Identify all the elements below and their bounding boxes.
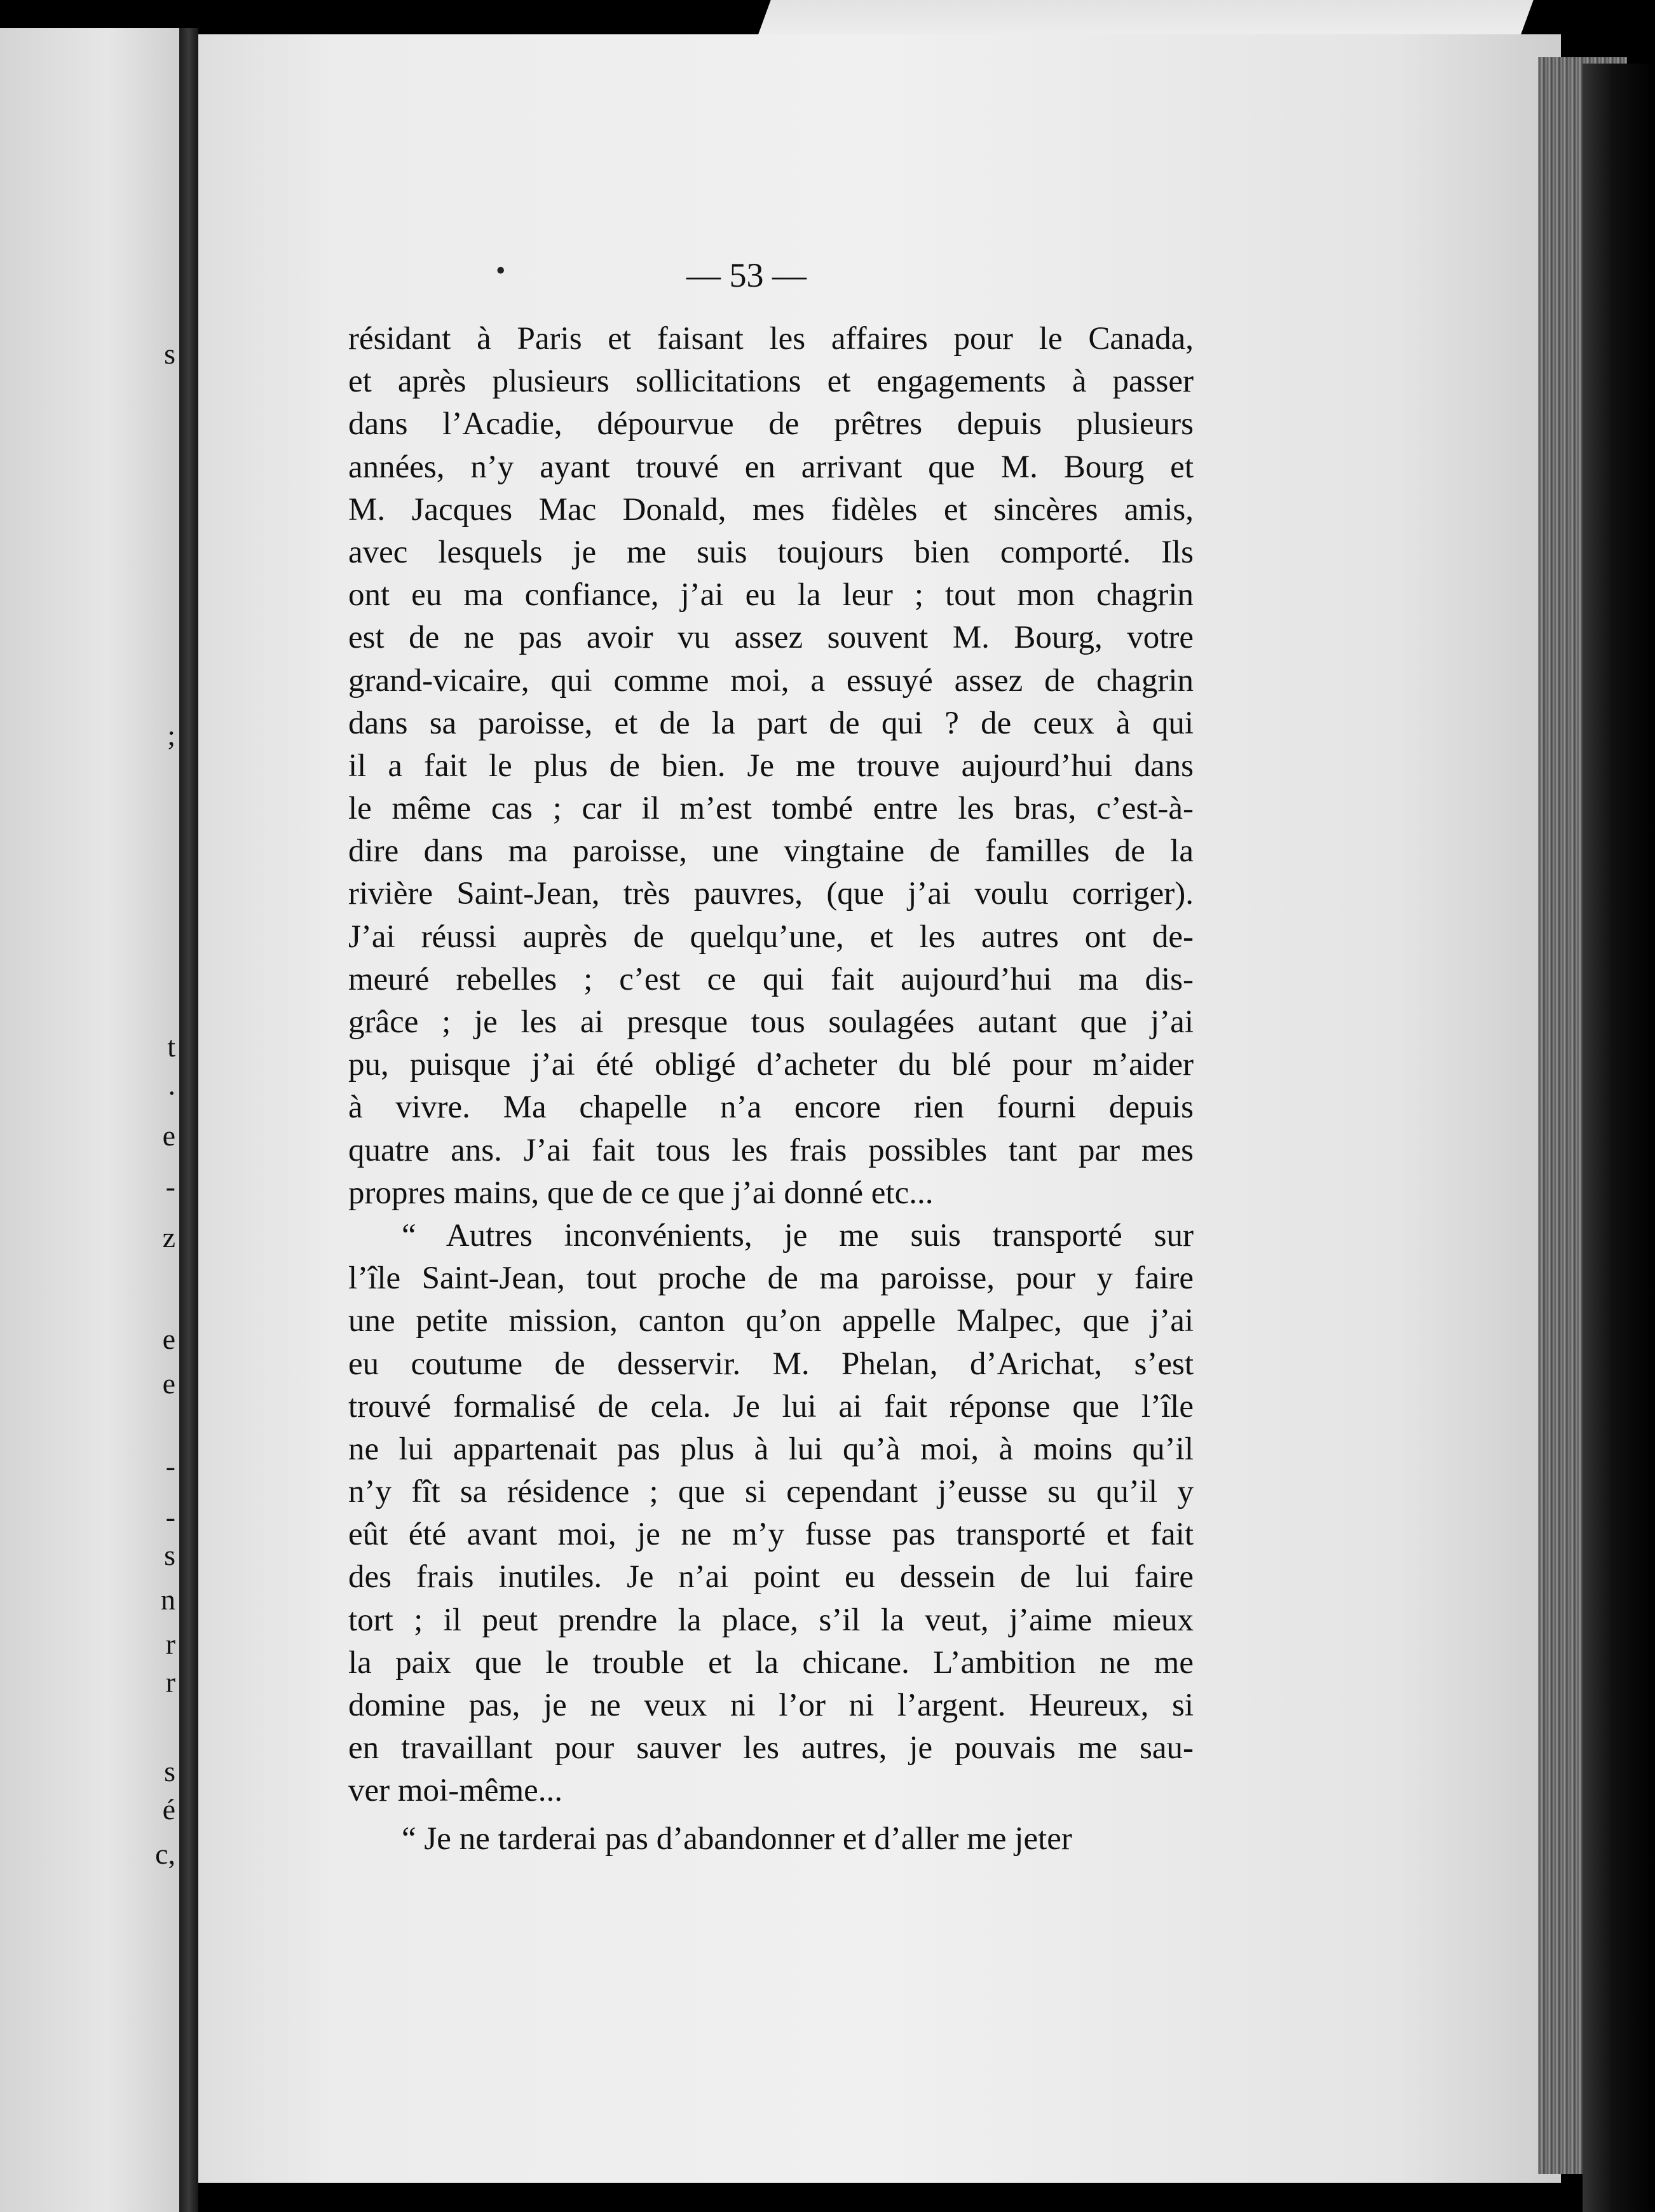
left-page-fragment: c,: [155, 1838, 175, 1870]
text-line: ont eu ma confiance, j’ai eu la leur ; tout mon chagrin: [348, 577, 1194, 613]
body-text: [348, 318, 1194, 1860]
text-line: “ Je ne tarderai pas d’abandonner et d’aller me jeter: [402, 1820, 1072, 1857]
text-line: eût été avant moi, je ne m’y fusse pas transporté et fait: [348, 1517, 1194, 1553]
text-line: années, n’y ayant trouvé en arrivant que M. Bourg et: [348, 449, 1194, 485]
left-page-fragment: e: [162, 1323, 175, 1355]
text-line: “ Autres inconvénients, je me suis transporté sur: [402, 1217, 1194, 1253]
text-line: il a fait le plus de bien. Je me trouve aujourd’hui dans: [348, 748, 1194, 784]
text-line: le même cas ; car il m’est tombé entre les bras, c’est-à-: [348, 791, 1194, 827]
text-line: dans sa paroisse, et de la part de qui ? de ceux à qui: [348, 705, 1194, 741]
left-page-edge: [0, 28, 179, 2212]
book-gutter: [179, 28, 198, 2212]
left-page-fragment: s: [164, 1755, 175, 1787]
text-line: la paix que le trouble et la chicane. L’ambition ne me: [348, 1644, 1194, 1681]
text-line: avec lesquels je me suis toujours bien comporté. Ils: [348, 534, 1194, 570]
text-line: dire dans ma paroisse, une vingtaine de familles de la: [348, 833, 1194, 870]
text-line: résidant à Paris et faisant les affaires pour le Canada,: [348, 321, 1194, 357]
text-line: n’y fît sa résidence ; que si cependant j’eusse su qu’il y: [348, 1474, 1194, 1510]
text-line: à vivre. Ma chapelle n’a encore rien fourni depuis: [348, 1089, 1194, 1126]
text-line: grâce ; je les ai presque tous soulagées autant que j’ai: [348, 1004, 1194, 1040]
left-page-fragment: n: [161, 1583, 175, 1616]
left-page-fragment: -: [165, 1450, 175, 1482]
left-page-fragment: s: [164, 338, 175, 370]
text-line: meuré rebelles ; c’est ce qui fait aujourd’hui ma dis-: [348, 961, 1194, 997]
left-page-fragment: z: [162, 1221, 175, 1253]
left-page-fragment: .: [168, 1068, 175, 1101]
left-page-fragment: s: [164, 1539, 175, 1571]
text-line: dans l’Acadie, dépourvue de prêtres depuis plusieurs: [348, 406, 1194, 442]
text-line: J’ai réussi auprès de quelqu’une, et les autres ont de-: [348, 918, 1194, 955]
text-line: trouvé formalisé de cela. Je lui ai fait réponse que l’île: [348, 1388, 1194, 1424]
book-shadow: [1583, 64, 1655, 2212]
left-page-fragment: é: [162, 1793, 175, 1826]
text-line: une petite mission, canton qu’on appelle Malpec, que j’ai: [348, 1303, 1194, 1339]
text-line: grand-vicaire, qui comme moi, a essuyé assez de chagrin: [348, 662, 1194, 699]
text-line: eu coutume de desservir. M. Phelan, d’Arichat, s’est: [348, 1346, 1194, 1382]
left-page-fragment: r: [165, 1628, 175, 1660]
left-page-fragment: e: [162, 1119, 175, 1152]
text-line: et après plusieurs sollicitations et engagements à passer: [348, 364, 1194, 400]
text-line: pu, puisque j’ai été obligé d’acheter du blé pour m’aider: [348, 1047, 1194, 1083]
left-page-fragment: -: [165, 1170, 175, 1203]
left-page-fragment: -: [165, 1501, 175, 1533]
text-line: rivière Saint-Jean, très pauvres, (que j’ai voulu corriger).: [348, 876, 1194, 912]
text-line: quatre ans. J’ai fait tous les frais possibles tant par mes: [348, 1132, 1194, 1168]
page-number: — 53 —: [686, 256, 807, 294]
text-line: ne lui appartenait pas plus à lui qu’à moi, à moins qu’il: [348, 1431, 1194, 1467]
text-line: domine pas, je ne veux ni l’or ni l’argent. Heureux, si: [348, 1688, 1194, 1723]
left-page-fragment: e: [162, 1367, 175, 1400]
text-line: est de ne pas avoir vu assez souvent M. Bourg, votre: [348, 620, 1194, 656]
text-line: M. Jacques Mac Donald, mes fidèles et sincères amis,: [348, 491, 1194, 528]
left-page-fragment: t: [167, 1030, 175, 1063]
text-line: tort ; il peut prendre la place, s’il la veut, j’aime mieux: [348, 1602, 1194, 1638]
text-line: ver moi-même...: [348, 1773, 563, 1809]
left-page-fragment: ;: [167, 719, 175, 751]
text-line: propres mains, que de ce que j’ai donné etc...: [348, 1175, 934, 1211]
text-line: en travaillant pour sauver les autres, je pouvais me sau-: [348, 1730, 1194, 1766]
text-line: des frais inutiles. Je n’ai point eu dessein de lui faire: [348, 1559, 1194, 1595]
left-page-fragment: r: [165, 1666, 175, 1698]
text-line: l’île Saint-Jean, tout proche de ma paroisse, pour y faire: [348, 1260, 1194, 1297]
ink-speck: •: [496, 255, 506, 286]
